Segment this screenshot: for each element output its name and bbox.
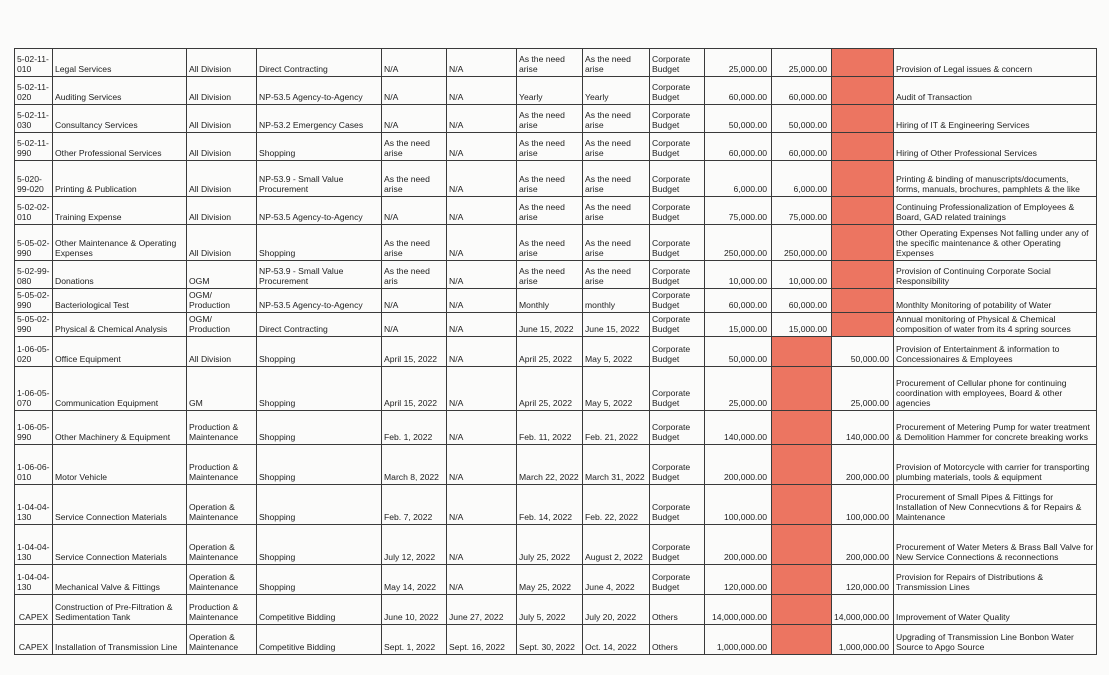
schedule-cell: N/A [447,225,517,261]
procurement-mode-cell: NP-53.5 Agency-to-Agency [257,197,382,225]
fund-source-cell: Corporate Budget [650,225,705,261]
fund-source-cell: Corporate Budget [650,197,705,225]
schedule-cell: April 25, 2022 [517,337,583,367]
co-amount-cell: 14,000,000.00 [832,595,894,625]
total-amount-cell: 60,000.00 [705,289,772,313]
fund-source-cell: Corporate Budget [650,133,705,161]
total-amount-cell: 6,000.00 [705,161,772,197]
mooe-amount-cell [772,625,832,655]
total-amount-cell: 10,000.00 [705,261,772,289]
procurement-mode-cell: Shopping [257,445,382,485]
remarks-cell: Provision of Continuing Corporate Social Responsibility [894,261,1097,289]
schedule-cell: July 12, 2022 [382,525,447,565]
schedule-cell: July 25, 2022 [517,525,583,565]
fund-source-cell: Corporate Budget [650,313,705,337]
schedule-cell: As the need arise [517,49,583,77]
schedule-cell: N/A [447,133,517,161]
schedule-cell: N/A [447,367,517,411]
item-name-cell: Training Expense [53,197,187,225]
schedule-cell: May 14, 2022 [382,565,447,595]
schedule-cell: As the need arise [583,197,650,225]
table-row [15,367,1097,411]
end-user-cell: All Division [187,105,257,133]
mooe-amount-cell [772,411,832,445]
code-cell: 5-02-11-020 [15,77,53,105]
schedule-cell: As the need arise [583,49,650,77]
mooe-amount-cell [772,367,832,411]
code-cell: 1-06-05-990 [15,411,53,445]
schedule-cell: N/A [447,289,517,313]
total-amount-cell: 75,000.00 [705,197,772,225]
end-user-cell: Operation & Maintenance [187,525,257,565]
co-amount-cell: 120,000.00 [832,565,894,595]
remarks-cell: Upgrading of Transmission Line Bonbon Water Source to Apgo Source [894,625,1097,655]
schedule-cell: As the need arise [382,133,447,161]
end-user-cell: Operation & Maintenance [187,485,257,525]
fund-source-cell: Corporate Budget [650,49,705,77]
item-name-cell: Physical & Chemical Analysis [53,313,187,337]
schedule-cell: N/A [382,197,447,225]
mooe-amount-cell [772,337,832,367]
item-name-cell: Bacteriological Test [53,289,187,313]
schedule-cell: As the need arise [517,261,583,289]
remarks-cell: Provision of Entertainment & information to Concessionaires & Employees [894,337,1097,367]
co-amount-cell [832,261,894,289]
mooe-amount-cell: 60,000.00 [772,77,832,105]
remarks-cell: Procurement of Metering Pump for water treatment & Demolition Hammer for concrete breaking works [894,411,1097,445]
code-cell: 1-06-05-070 [15,367,53,411]
schedule-cell: June 10, 2022 [382,595,447,625]
remarks-cell: Hiring of IT & Engineering Services [894,105,1097,133]
code-cell: CAPEX [15,595,53,625]
total-amount-cell: 50,000.00 [705,337,772,367]
procurement-mode-cell: Shopping [257,565,382,595]
procurement-mode-cell: NP-53.9 - Small Value Procurement [257,261,382,289]
schedule-cell: Feb. 22, 2022 [583,485,650,525]
end-user-cell: All Division [187,197,257,225]
schedule-cell: N/A [447,445,517,485]
code-cell: 1-04-04-130 [15,485,53,525]
co-amount-cell [832,161,894,197]
co-amount-cell [832,197,894,225]
schedule-cell: July 5, 2022 [517,595,583,625]
fund-source-cell: Corporate Budget [650,161,705,197]
co-amount-cell: 100,000.00 [832,485,894,525]
schedule-cell: As the need arise [583,225,650,261]
item-name-cell: Office Equipment [53,337,187,367]
schedule-cell: Feb. 14, 2022 [517,485,583,525]
schedule-cell: May 5, 2022 [583,367,650,411]
co-amount-cell [832,313,894,337]
schedule-cell: N/A [447,485,517,525]
schedule-cell: Yearly [583,77,650,105]
schedule-cell: N/A [382,49,447,77]
schedule-cell: Yearly [517,77,583,105]
end-user-cell: OGM/ Production [187,289,257,313]
table-row [15,565,1097,595]
procurement-mode-cell: Shopping [257,133,382,161]
item-name-cell: Mechanical Valve & Fittings [53,565,187,595]
schedule-cell: As the need arise [583,133,650,161]
code-cell: 5-05-02-990 [15,289,53,313]
fund-source-cell: Corporate Budget [650,261,705,289]
schedule-cell: As the need arise [517,197,583,225]
code-cell: 5-02-11-010 [15,49,53,77]
co-amount-cell [832,289,894,313]
end-user-cell: All Division [187,133,257,161]
end-user-cell: All Division [187,161,257,197]
code-cell: 5-02-99-080 [15,261,53,289]
code-cell: 5-02-11-030 [15,105,53,133]
total-amount-cell: 120,000.00 [705,565,772,595]
fund-source-cell: Corporate Budget [650,445,705,485]
item-name-cell: Printing & Publication [53,161,187,197]
code-cell: CAPEX [15,625,53,655]
schedule-cell: Sept. 30, 2022 [517,625,583,655]
code-cell: 5-02-02-010 [15,197,53,225]
schedule-cell: As the need arise [517,161,583,197]
table-row [15,595,1097,625]
procurement-mode-cell: Shopping [257,485,382,525]
remarks-cell: Audit of Transaction [894,77,1097,105]
code-cell: 1-06-06-010 [15,445,53,485]
total-amount-cell: 100,000.00 [705,485,772,525]
co-amount-cell [832,105,894,133]
schedule-cell: As the need arise [583,261,650,289]
code-cell: 5-020-99-020 [15,161,53,197]
schedule-cell: N/A [447,525,517,565]
schedule-cell: March 22, 2022 [517,445,583,485]
table-row [15,625,1097,655]
schedule-cell: As the need arise [517,225,583,261]
remarks-cell: Other Operating Expenses Not falling under any of the specific maintenance & other Operating Expenses [894,225,1097,261]
table-row [15,49,1097,77]
total-amount-cell: 50,000.00 [705,105,772,133]
item-name-cell: Other Maintenance & Operating Expenses [53,225,187,261]
schedule-cell: As the need arise [382,161,447,197]
total-amount-cell: 25,000.00 [705,49,772,77]
code-cell: 5-05-02-990 [15,225,53,261]
remarks-cell: Procurement of Cellular phone for continuing coordination with employees, Board & other agencies [894,367,1097,411]
schedule-cell: N/A [382,105,447,133]
item-name-cell: Auditing Services [53,77,187,105]
end-user-cell: Operation & Maintenance [187,565,257,595]
schedule-cell: Sept. 1, 2022 [382,625,447,655]
end-user-cell: OGM/ Production [187,313,257,337]
mooe-amount-cell: 250,000.00 [772,225,832,261]
co-amount-cell: 50,000.00 [832,337,894,367]
table-row [15,161,1097,197]
schedule-cell: Oct. 14, 2022 [583,625,650,655]
mooe-amount-cell: 10,000.00 [772,261,832,289]
item-name-cell: Service Connection Materials [53,525,187,565]
table-row [15,525,1097,565]
fund-source-cell: Corporate Budget [650,411,705,445]
procurement-mode-cell: NP-53.5 Agency-to-Agency [257,77,382,105]
table-row [15,445,1097,485]
item-name-cell: Communication Equipment [53,367,187,411]
fund-source-cell: Corporate Budget [650,565,705,595]
table-row [15,289,1097,313]
table-row [15,411,1097,445]
schedule-cell: April 25, 2022 [517,367,583,411]
procurement-mode-cell: Direct Contracting [257,49,382,77]
schedule-cell: N/A [447,105,517,133]
procurement-table [14,48,1097,655]
co-amount-cell [832,77,894,105]
schedule-cell: May 25, 2022 [517,565,583,595]
remarks-cell: Provision for Repairs of Distributions & Transmission Lines [894,565,1097,595]
item-name-cell: Construction of Pre-Filtration & Sedimentation Tank [53,595,187,625]
schedule-cell: June 27, 2022 [447,595,517,625]
code-cell: 5-05-02-990 [15,313,53,337]
table-row [15,77,1097,105]
item-name-cell: Legal Services [53,49,187,77]
fund-source-cell: Corporate Budget [650,485,705,525]
schedule-cell: Feb. 11, 2022 [517,411,583,445]
table-row [15,133,1097,161]
schedule-cell: N/A [447,49,517,77]
remarks-cell: Provision of Legal issues & concern [894,49,1097,77]
procurement-mode-cell: Direct Contracting [257,313,382,337]
co-amount-cell: 200,000.00 [832,525,894,565]
schedule-cell: March 8, 2022 [382,445,447,485]
total-amount-cell: 15,000.00 [705,313,772,337]
schedule-cell: August 2, 2022 [583,525,650,565]
fund-source-cell: Corporate Budget [650,289,705,313]
procurement-mode-cell: Shopping [257,225,382,261]
fund-source-cell: Others [650,595,705,625]
co-amount-cell: 140,000.00 [832,411,894,445]
end-user-cell: Production & Maintenance [187,595,257,625]
mooe-amount-cell: 15,000.00 [772,313,832,337]
schedule-cell: May 5, 2022 [583,337,650,367]
procurement-mode-cell: Shopping [257,337,382,367]
procurement-mode-cell: Shopping [257,525,382,565]
fund-source-cell: Corporate Budget [650,525,705,565]
end-user-cell: All Division [187,225,257,261]
co-amount-cell [832,225,894,261]
end-user-cell: OGM [187,261,257,289]
table-row [15,261,1097,289]
mooe-amount-cell: 6,000.00 [772,161,832,197]
schedule-cell: March 31, 2022 [583,445,650,485]
mooe-amount-cell: 50,000.00 [772,105,832,133]
table-row [15,105,1097,133]
remarks-cell: Procurement of Water Meters & Brass Ball Valve for New Service Connections & reconnections [894,525,1097,565]
total-amount-cell: 250,000.00 [705,225,772,261]
total-amount-cell: 25,000.00 [705,367,772,411]
mooe-amount-cell [772,445,832,485]
co-amount-cell [832,133,894,161]
schedule-cell: N/A [447,197,517,225]
schedule-cell: monthly [583,289,650,313]
remarks-cell: Monthlty Monitoring of potability of Water [894,289,1097,313]
fund-source-cell: Others [650,625,705,655]
fund-source-cell: Corporate Budget [650,105,705,133]
mooe-amount-cell [772,485,832,525]
end-user-cell: All Division [187,49,257,77]
procurement-mode-cell: Competitive Bidding [257,595,382,625]
schedule-cell: N/A [447,565,517,595]
item-name-cell: Other Machinery & Equipment [53,411,187,445]
remarks-cell: Improvement of Water Quality [894,595,1097,625]
table-row [15,337,1097,367]
schedule-cell: N/A [447,337,517,367]
remarks-cell: Annual monitoring of Physical & Chemical composition of water from its 4 spring sources [894,313,1097,337]
end-user-cell: All Division [187,337,257,367]
code-cell: 1-04-04-130 [15,565,53,595]
schedule-cell: Feb. 21, 2022 [583,411,650,445]
item-name-cell: Other Professional Services [53,133,187,161]
procurement-mode-cell: NP-53.2 Emergency Cases [257,105,382,133]
mooe-amount-cell: 60,000.00 [772,289,832,313]
procurement-mode-cell: Shopping [257,411,382,445]
schedule-cell: April 15, 2022 [382,367,447,411]
remarks-cell: Procurement of Small Pipes & Fittings for Installation of New Connecvtions & for Repairs & Maintenance [894,485,1097,525]
end-user-cell: GM [187,367,257,411]
total-amount-cell: 1,000,000.00 [705,625,772,655]
schedule-cell: July 20, 2022 [583,595,650,625]
code-cell: 5-02-11-990 [15,133,53,161]
table-row [15,485,1097,525]
schedule-cell: Feb. 7, 2022 [382,485,447,525]
fund-source-cell: Corporate Budget [650,367,705,411]
total-amount-cell: 140,000.00 [705,411,772,445]
end-user-cell: Production & Maintenance [187,445,257,485]
co-amount-cell: 25,000.00 [832,367,894,411]
mooe-amount-cell [772,595,832,625]
schedule-cell: Sept. 16, 2022 [447,625,517,655]
schedule-cell: June 15, 2022 [517,313,583,337]
schedule-cell: June 4, 2022 [583,565,650,595]
end-user-cell: All Division [187,77,257,105]
item-name-cell: Donations [53,261,187,289]
item-name-cell: Consultancy Services [53,105,187,133]
schedule-cell: Monthly [517,289,583,313]
end-user-cell: Operation & Maintenance [187,625,257,655]
end-user-cell: Production & Maintenance [187,411,257,445]
remarks-cell: Provision of Motorcycle with carrier for transporting plumbing materials, tools & equipment [894,445,1097,485]
table-row [15,197,1097,225]
schedule-cell: As the need arise [517,105,583,133]
schedule-cell: N/A [447,313,517,337]
schedule-cell: N/A [447,411,517,445]
mooe-amount-cell [772,565,832,595]
fund-source-cell: Corporate Budget [650,77,705,105]
item-name-cell: Service Connection Materials [53,485,187,525]
mooe-amount-cell: 60,000.00 [772,133,832,161]
co-amount-cell: 200,000.00 [832,445,894,485]
procurement-mode-cell: Competitive Bidding [257,625,382,655]
schedule-cell: As the need aris [382,261,447,289]
schedule-cell: June 15, 2022 [583,313,650,337]
remarks-cell: Printing & binding of manuscripts/documents, forms, manuals, brochures, pamphlets & the like [894,161,1097,197]
code-cell: 1-06-05-020 [15,337,53,367]
table-row [15,225,1097,261]
schedule-cell: N/A [382,313,447,337]
procurement-mode-cell: NP-53.5 Agency-to-Agency [257,289,382,313]
table-row [15,313,1097,337]
mooe-amount-cell [772,525,832,565]
schedule-cell: N/A [382,289,447,313]
schedule-cell: As the need arise [517,133,583,161]
schedule-cell: April 15, 2022 [382,337,447,367]
schedule-cell: N/A [447,77,517,105]
total-amount-cell: 60,000.00 [705,77,772,105]
schedule-cell: N/A [447,161,517,197]
total-amount-cell: 200,000.00 [705,445,772,485]
schedule-cell: Feb. 1, 2022 [382,411,447,445]
procurement-plan-sheet [14,48,1097,655]
schedule-cell: As the need arise [583,161,650,197]
code-cell: 1-04-04-130 [15,525,53,565]
total-amount-cell: 14,000,000.00 [705,595,772,625]
remarks-cell: Hiring of Other Professional Services [894,133,1097,161]
item-name-cell: Motor Vehicle [53,445,187,485]
total-amount-cell: 60,000.00 [705,133,772,161]
total-amount-cell: 200,000.00 [705,525,772,565]
schedule-cell: As the need arise [583,105,650,133]
co-amount-cell: 1,000,000.00 [832,625,894,655]
mooe-amount-cell: 75,000.00 [772,197,832,225]
schedule-cell: N/A [447,261,517,289]
procurement-mode-cell: NP-53.9 - Small Value Procurement [257,161,382,197]
co-amount-cell [832,49,894,77]
remarks-cell: Continuing Professionalization of Employees & Board, GAD related trainings [894,197,1097,225]
mooe-amount-cell: 25,000.00 [772,49,832,77]
procurement-mode-cell: Shopping [257,367,382,411]
item-name-cell: Installation of Transmission Line [53,625,187,655]
schedule-cell: N/A [382,77,447,105]
fund-source-cell: Corporate Budget [650,337,705,367]
schedule-cell: As the need arise [382,225,447,261]
